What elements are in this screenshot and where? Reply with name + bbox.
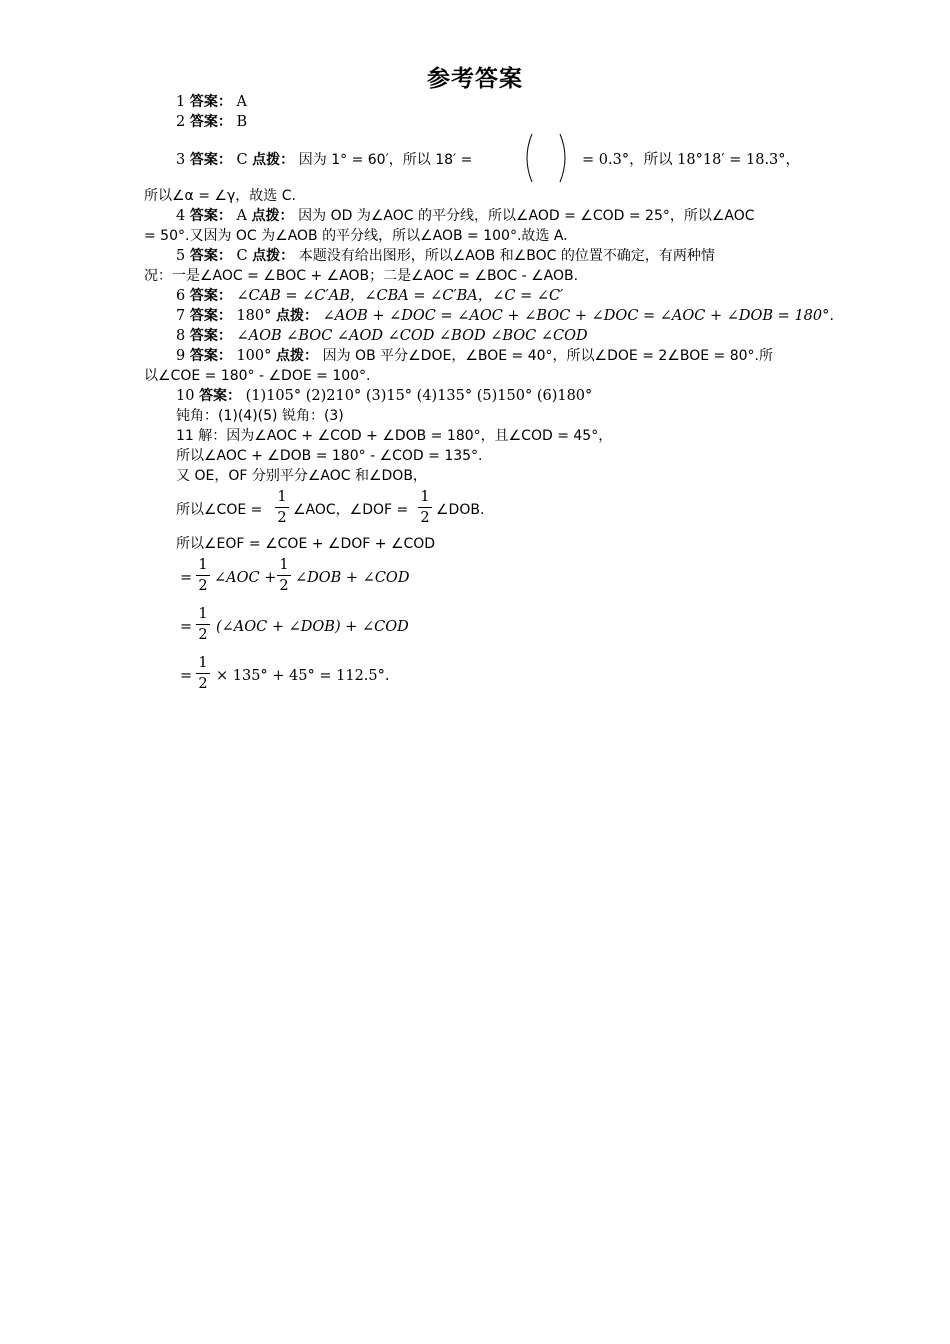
page-title: 参考答案 <box>427 66 523 92</box>
hint-label: 点拨： <box>276 308 318 324</box>
answer-value: A <box>236 208 247 224</box>
solution-11-line8-b: × 135° + 45° = 112.5°. <box>216 668 390 684</box>
question-number: 9 <box>176 348 186 364</box>
answer-value: 180° <box>236 308 272 324</box>
answer-value: (1)105° (2)210° (3)15° (4)135° (5)150° (6)180° <box>245 388 593 404</box>
question-number: 1 <box>176 94 186 110</box>
question-number: 5 <box>176 248 186 264</box>
hint-text: 本题没有给出图形，所以∠AOB 和∠BOC 的位置不确定，有两种情 <box>298 248 715 264</box>
solution-11-line4-b: ∠AOC，∠DOF = <box>293 502 409 518</box>
question-number: 7 <box>176 308 186 324</box>
answer-6 <box>176 286 563 306</box>
answer-label: 答案： <box>189 152 232 168</box>
answer-4-line2: = 50°.又因为 OC 为∠AOB 的平分线，所以∠AOB = 100°.故选 A. <box>144 228 568 244</box>
solution-11-line5: 所以∠EOF = ∠COE + ∠DOF + ∠COD <box>176 536 436 552</box>
answer-label: 答案： <box>189 114 232 130</box>
answer-value: ∠CAB = ∠C′AB，∠CBA = ∠C′BA，∠C = ∠C′ <box>236 288 564 304</box>
answer-9 <box>176 346 773 366</box>
hint-text: ∠AOB + ∠DOC = ∠AOC + ∠BOC + ∠DOC = ∠AOC + ∠DOB = 180°. <box>322 308 834 324</box>
hint-label: 点拨： <box>251 208 294 224</box>
answer-label: 答案： <box>189 208 232 224</box>
answer-label: 答案： <box>189 348 232 364</box>
solution-11-line3: 又 OE，OF 分别平分∠AOC 和∠DOB， <box>176 468 427 484</box>
empty-parentheses <box>522 132 570 184</box>
question-number: 8 <box>176 328 186 344</box>
question-number: 10 <box>176 388 195 404</box>
answer-label: 答案： <box>189 308 232 324</box>
answer-3-continued: = 0.3°，所以 18°18′ = 18.3°， <box>582 152 801 168</box>
answer-3-line2: 所以∠α = ∠γ，故选 C. <box>144 188 296 204</box>
answer-5-line2: 况：一是∠AOC = ∠BOC + ∠AOB；二是∠AOC = ∠BOC - ∠AOB. <box>144 268 579 284</box>
fraction-one-half: 1 2 <box>196 654 210 693</box>
answer-label: 答案： <box>189 248 232 264</box>
solution-11-line6-c: ∠DOB + ∠COD <box>295 570 410 586</box>
solution-11-line6-b: ∠AOC + <box>214 570 277 586</box>
solution-11-line7-b: (∠AOC + ∠DOB) + ∠COD <box>216 619 409 635</box>
hint-text: 因为 OB 平分∠DOE，∠BOE = 40°，所以∠DOE = 2∠BOE = 80°.所 <box>322 348 773 364</box>
fraction-one-half: 1 2 <box>196 605 210 644</box>
answer-label: 答案： <box>189 288 232 304</box>
answer-value: 100° <box>236 348 272 364</box>
answer-10-line2: 钝角：(1)(4)(5) 锐角：(3) <box>176 408 344 424</box>
solution-11-line8-a: = <box>180 668 193 684</box>
answer-label: 答案： <box>189 94 232 110</box>
answer-value: B <box>236 114 248 130</box>
solution-11-line4-c: ∠DOB. <box>436 502 485 518</box>
solution-11-line7-a: = <box>180 619 193 635</box>
hint-text: 因为 OD 为∠AOC 的平分线，所以∠AOD = ∠COD = 25°，所以∠AOC <box>298 208 755 224</box>
answer-5 <box>176 246 715 266</box>
answer-value: A <box>236 94 247 110</box>
question-number: 6 <box>176 288 186 304</box>
question-number: 4 <box>176 208 186 224</box>
answer-10 <box>176 386 592 406</box>
hint-label: 点拨： <box>252 248 295 264</box>
solution-11-line1: 11 解：因为∠AOC + ∠COD + ∠DOB = 180°，且∠COD = 45°， <box>176 428 613 444</box>
answer-2 <box>176 112 247 132</box>
solution-11-line2: 所以∠AOC + ∠DOB = 180° - ∠COD = 135°. <box>176 448 483 464</box>
question-number: 2 <box>176 114 186 130</box>
answer-1 <box>176 92 247 112</box>
solution-11-line6-a: = <box>180 570 193 586</box>
solution-11-line4-a: 所以∠COE = <box>176 502 263 518</box>
question-number: 3 <box>176 152 186 168</box>
fraction-one-half: 1 2 <box>418 488 432 527</box>
answer-value: C <box>236 248 248 264</box>
fraction-one-half: 1 2 <box>196 556 210 595</box>
answer-3 <box>176 150 472 170</box>
hint-text: 因为 1° = 60′，所以 18′ = <box>298 152 473 168</box>
fraction-one-half: 1 2 <box>275 488 289 527</box>
answer-value: ∠AOB ∠BOC ∠AOD ∠COD ∠BOD ∠BOC ∠COD <box>236 328 588 344</box>
answer-7 <box>176 306 834 326</box>
hint-label: 点拨： <box>276 348 318 364</box>
answer-value: C <box>236 152 248 168</box>
fraction-one-half: 1 2 <box>277 556 291 595</box>
answer-9-line2: 以∠COE = 180° - ∠DOE = 100°. <box>144 368 371 384</box>
answer-4 <box>176 206 755 226</box>
answer-label: 答案： <box>199 388 242 404</box>
answer-8 <box>176 326 588 346</box>
answer-label: 答案： <box>189 328 232 344</box>
hint-label: 点拨： <box>252 152 295 168</box>
